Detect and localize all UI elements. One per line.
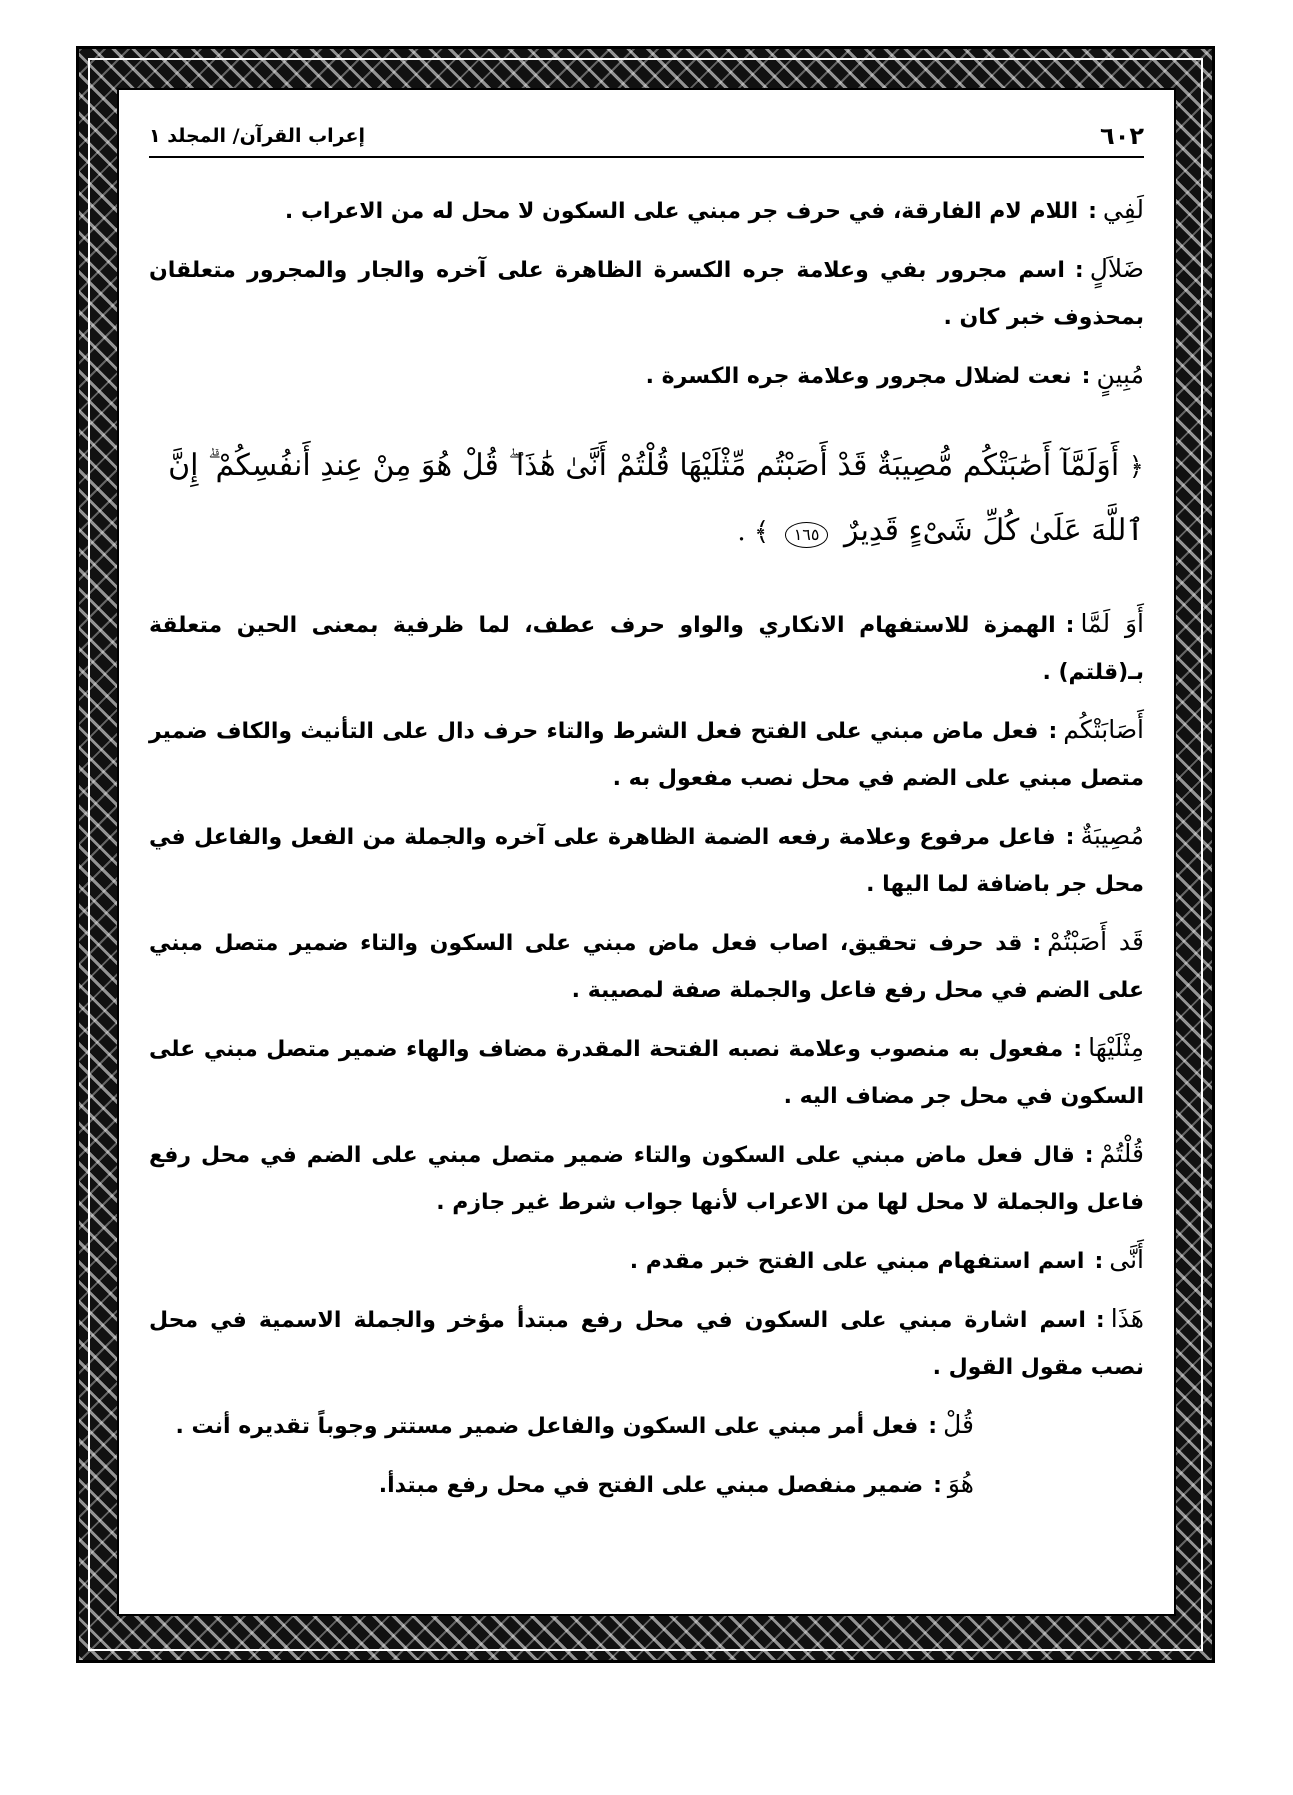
page-content — [149, 186, 1144, 1519]
entry: مِثْلَيْهَا:مفعول به منصوب وعلامة نصبه الفتحة المقدرة مضاف والهاء ضمير متصل مبني على السكون في محل جر مضاف اليه . — [149, 1033, 1144, 1109]
verse-open-bracket: ﴿ — [1128, 452, 1144, 482]
entry-text: اسم اشارة مبني على السكون في محل رفع مبتدأ مؤخر والجملة الاسمية في محل نصب مقول القول . — [149, 1308, 1144, 1380]
entry: هَذَا:اسم اشارة مبني على السكون في محل رفع مبتدأ مؤخر والجملة الاسمية في محل نصب مقول القول . — [149, 1304, 1144, 1380]
entry-text: فعل ماض مبني على الفتح فعل الشرط والتاء حرف دال على التأنيث والكاف ضمير متصل مبني على الضم في محل نصب مفعول به . — [149, 719, 1144, 791]
page-number: ٦٠٢ — [1100, 122, 1144, 150]
ayah-number: ١٦٥ — [785, 522, 829, 548]
entry-text: قد حرف تحقيق، اصاب فعل ماض مبني على السكون والتاء ضمير متصل مبني على الضم في محل رفع فاعل والجملة صفة لمصيبة . — [149, 931, 1144, 1003]
verse-text: أَوَلَمَّآ أَصَٰبَتْكُم مُّصِيبَةٌ قَدْ أَصَبْتُم مِّثْلَيْهَا قُلْتُمْ أَنَّىٰ هَٰذَا ۖ قُلْ هُوَ مِنْ عِندِ أَنفُسِكُمْ ۗ إِنَّ ٱللَّهَ عَلَىٰ كُلِّ شَىْءٍ قَدِيرٌ — [168, 448, 1144, 548]
entry-text: الهمزة للاستفهام الانكاري والواو حرف عطف، لما ظرفية بمعنى الحين متعلقة بـ(قلتم) . — [149, 613, 1144, 685]
entry-text: قال فعل ماض مبني على السكون والتاء ضمير متصل مبني على الضم في محل رفع فاعل والجملة لا محل لها من الاعراب لأنها جواب شرط غير جازم . — [149, 1143, 1144, 1215]
entry-term: أَصَابَتْكُم — [1063, 715, 1144, 744]
entry-term: أَوَ لَمَّا — [1080, 609, 1145, 638]
entry-term: قُلْ — [943, 1410, 974, 1439]
entry-term: قُلْتُمْ — [1099, 1139, 1144, 1168]
entry-term: أَنَّى — [1109, 1245, 1144, 1274]
entry-text: نعت لضلال مجرور وعلامة جره الكسرة . — [645, 364, 1072, 389]
entry: قَد أَصَبْتُمْ:قد حرف تحقيق، اصاب فعل ماض مبني على السكون والتاء ضمير متصل مبني على الضم في محل رفع فاعل والجملة صفة لمصيبة . — [149, 927, 1144, 1003]
entry-text: اللام لام الفارقة، في حرف جر مبني على السكون لا محل له من الاعراب . — [284, 199, 1079, 224]
entry: مُصِيبَةٌ:فاعل مرفوع وعلامة رفعه الضمة الظاهرة على آخره والجملة من الفعل والفاعل في محل جر باضافة لما اليها . — [149, 821, 1144, 897]
entry: مُبِينٍ:نعت لضلال مجرور وعلامة جره الكسرة . — [645, 360, 1144, 389]
verse-close-bracket: ﴾ . — [737, 517, 770, 547]
entry-term: لَفِي — [1102, 195, 1144, 224]
entry: أَنَّى:اسم استفهام مبني على الفتح خبر مقدم . — [629, 1245, 1144, 1274]
entry-text: اسم استفهام مبني على الفتح خبر مقدم . — [629, 1249, 1085, 1274]
entry-text: مفعول به منصوب وعلامة نصبه الفتحة المقدرة مضاف والهاء ضمير متصل مبني على السكون في محل جر مضاف اليه . — [149, 1037, 1144, 1109]
entry-term: مُصِيبَةٌ — [1080, 821, 1144, 850]
entry: هُوَ:ضمير منفصل مبني على الفتح في محل رفع مبتدأ. — [378, 1469, 974, 1498]
page — [117, 88, 1176, 1616]
entry: قُلْتُمْ:قال فعل ماض مبني على السكون والتاء ضمير متصل مبني على الضم في محل رفع فاعل والجملة لا محل لها من الاعراب لأنها جواب شرط غير جازم . — [149, 1139, 1144, 1215]
entry-term: هُوَ — [947, 1469, 974, 1498]
entry-text: فاعل مرفوع وعلامة رفعه الضمة الظاهرة على آخره والجملة من الفعل والفاعل في محل جر باضافة لما اليها . — [149, 825, 1144, 897]
entry-text: ضمير منفصل مبني على الفتح في محل رفع مبتدأ. — [378, 1473, 924, 1498]
page-header — [149, 116, 1144, 158]
entry-term: ضَلاَلٍ — [1089, 254, 1144, 283]
entry-term: مُبِينٍ — [1096, 360, 1144, 389]
entry: قُلْ:فعل أمر مبني على السكون والفاعل ضمير مستتر وجوباً تقديره أنت . — [175, 1410, 974, 1439]
entry: لَفِي:اللام لام الفارقة، في حرف جر مبني على السكون لا محل له من الاعراب . — [284, 195, 1144, 224]
entry-term: قَد أَصَبْتُمْ — [1047, 927, 1144, 956]
entry: أَصَابَتْكُم:فعل ماض مبني على الفتح فعل الشرط والتاء حرف دال على التأنيث والكاف ضمير متصل مبني على الضم في محل نصب مفعول به . — [149, 715, 1144, 791]
entry: ضَلاَلٍ:اسم مجرور بفي وعلامة جره الكسرة الظاهرة على آخره والجار والمجرور متعلقان بمحذوف خبر كان . — [149, 254, 1144, 330]
quran-verse — [149, 434, 1144, 564]
entry: أَوَ لَمَّا:الهمزة للاستفهام الانكاري والواو حرف عطف، لما ظرفية بمعنى الحين متعلقة بـ(قلتم) . — [149, 609, 1145, 685]
entry-term: مِثْلَيْهَا — [1088, 1033, 1144, 1062]
book-title: إعراب القرآن/ المجلد ١ — [149, 125, 365, 147]
entry-term: هَذَا — [1110, 1304, 1144, 1333]
entry-text: فعل أمر مبني على السكون والفاعل ضمير مستتر وجوباً تقديره أنت . — [175, 1414, 919, 1439]
entry-text: اسم مجرور بفي وعلامة جره الكسرة الظاهرة على آخره والجار والمجرور متعلقان بمحذوف خبر كان . — [149, 258, 1144, 330]
